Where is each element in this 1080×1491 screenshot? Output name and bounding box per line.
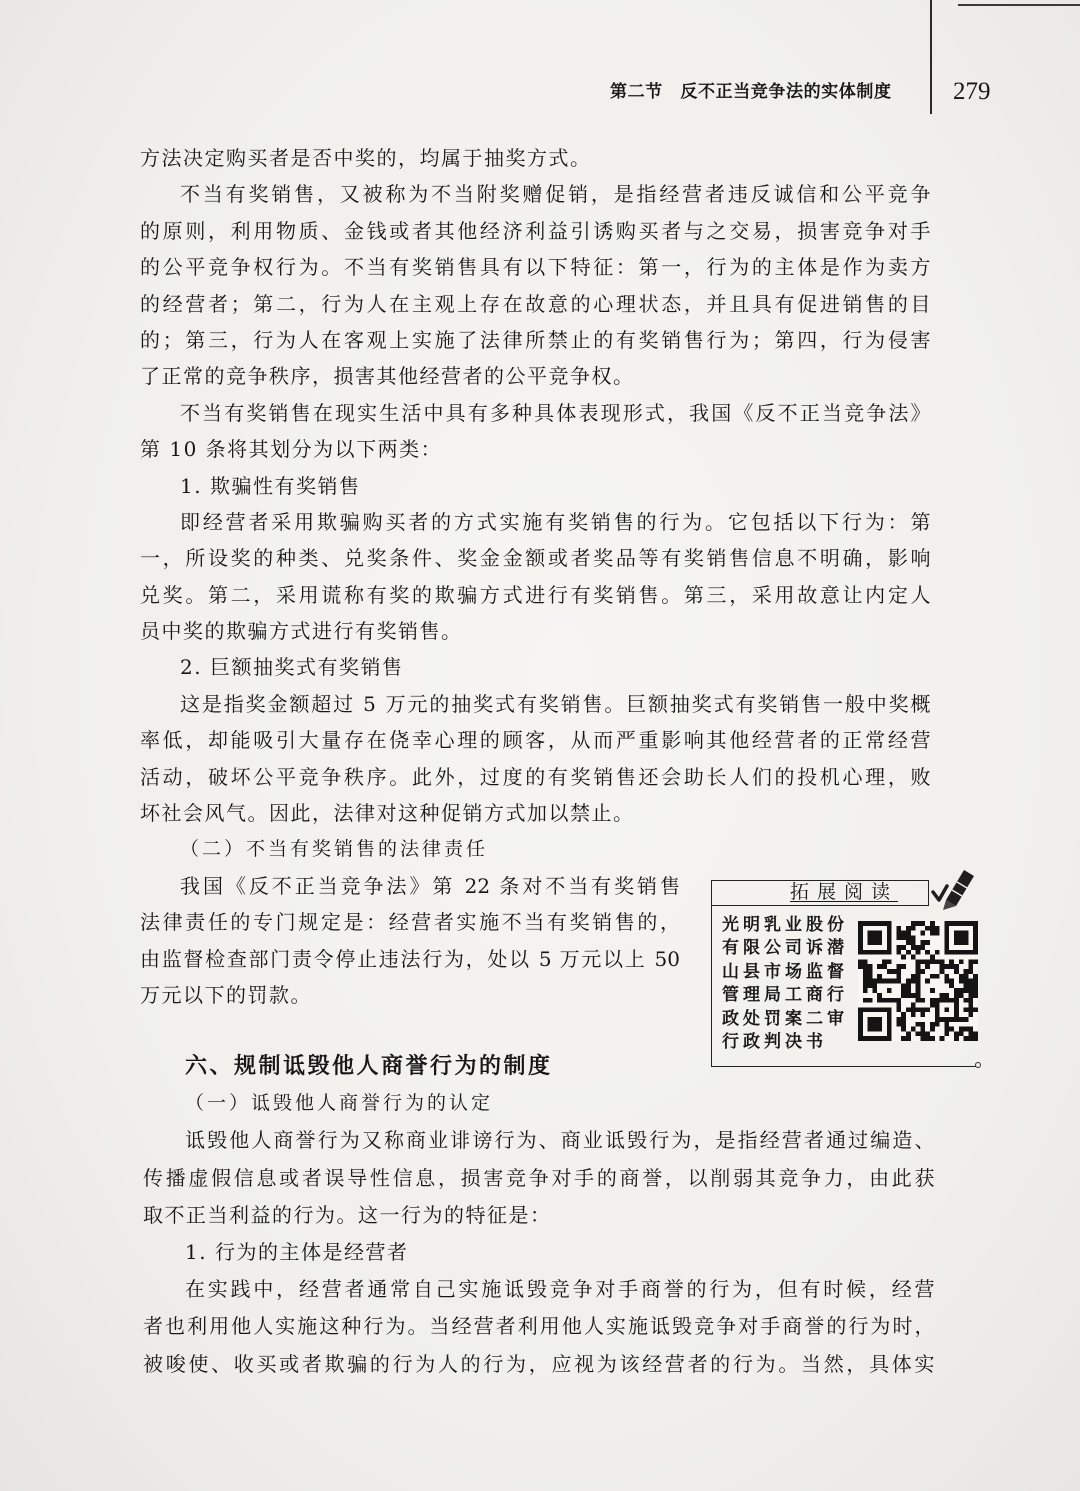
case-title-line: 行政判决书 (722, 1031, 827, 1052)
paragraph-item-2 (140, 686, 932, 832)
page-number: 279 (953, 78, 991, 105)
case-title-line: 山县市场监督 (722, 961, 848, 982)
item-2-title: 2. 巨额抽奖式有奖销售 (180, 655, 404, 680)
text-line: 坏社会风气。因此，法律对这种促销方式加以禁止。 (140, 801, 635, 826)
case-title-line: 光明乳业股份 (722, 915, 848, 935)
paragraph-definition (140, 176, 932, 394)
text-line: 兑奖。第二，采用谎称有奖的欺骗方式进行有奖销售。第三，采用故意让内定人 (140, 582, 932, 607)
text-line: 者也利用他人实施这种行为。当经营者利用他人实施诋毁竞争对手商誉的行为时， (143, 1314, 936, 1339)
text-line: 一，所设奖的种类、兑奖条件、奖金金额或者奖品等有奖销售信息不明确，影响 (140, 546, 932, 571)
qr-finder-bottom-left (858, 1007, 892, 1041)
text-line: 的；第三，行为人在客观上实施了法律所禁止的有奖销售行为；第四，行为侵害 (140, 327, 932, 352)
text-line: 即经营者采用欺骗购买者的方式实施有奖销售的行为。它包括以下行为：第 (180, 509, 932, 534)
text-line: 不当有奖销售在现实生活中具有多种具体表现形式，我国《反不正当竞争法》 (180, 400, 932, 425)
header-vertical-rule (930, 0, 932, 114)
text-line: 员中奖的欺骗方式进行有奖销售。 (140, 619, 463, 644)
text-line: 由监督检查部门责令停止违法行为，处以 5 万元以上 50 (140, 946, 680, 971)
qr-code-icon (858, 921, 978, 1041)
text-line: 不当有奖销售，又被称为不当附奖赠促销，是指经营者违反诚信和公平竞争 (180, 182, 932, 207)
case-title-line: 政处罚案二审 (722, 1008, 848, 1029)
running-header-section-title: 第二节 反不正当竞争法的实体制度 (610, 82, 892, 102)
section-6-item-1-title: 1. 行为的主体是经营者 (185, 1239, 409, 1264)
scan-edge-rule (958, 4, 1080, 6)
item-1-title: 1. 欺骗性有奖销售 (180, 473, 361, 498)
text-line: 方法决定购买者是否中奖的，均属于抽奖方式。 (140, 146, 592, 170)
text-line: 法律责任的专门规定是：经营者实施不当有奖销售的， (140, 910, 680, 935)
text-line: 活动，破坏公平竞争秩序。此外，过度的有奖销售还会助长人们的投机心理，败 (140, 764, 932, 789)
paragraph-section-6-item-1 (143, 1271, 936, 1383)
text-line: 在实践中，经营者通常自己实施诋毁竞争对手商誉的行为，但有时候，经营 (185, 1277, 936, 1302)
case-title-line: 有限公司诉潜 (722, 938, 848, 959)
section-6-subheading-1: （一）诋毁他人商誉行为的认定 (185, 1092, 494, 1115)
qr-alignment-pattern (935, 998, 959, 1022)
paragraph-defamation-definition (143, 1122, 936, 1234)
paragraph-forms-intro (140, 395, 932, 468)
text-line: 了正常的竞争秩序，损害其他经营者的公平竞争权。 (140, 364, 635, 389)
text-line: 传播虚假信息或者误导性信息，损害竞争对手的商誉，以削弱其竞争力，由此获 (143, 1165, 936, 1190)
text-line: 我国《反不正当竞争法》第 22 条对不当有奖销售 (180, 873, 680, 898)
qr-finder-top-right (944, 921, 978, 955)
text-line: 诋毁他人商誉行为又称商业诽谤行为、商业诋毁行为，是指经营者通过编造、 (185, 1128, 936, 1153)
text-line: 被唆使、收买或者欺骗的行为人的行为，应视为该经营者的行为。当然，具体实 (143, 1351, 936, 1376)
paragraph-item-1 (140, 504, 932, 650)
text-line: 的公平竞争权行为。不当有奖销售具有以下特征：第一，行为的主体是作为卖方 (140, 255, 932, 280)
text-line: 的原则，利用物质、金钱或者其他经济利益引诱购买者与之交易，损害竞争对手 (140, 218, 932, 243)
text-line: 万元以下的罚款。 (140, 982, 312, 1007)
qr-finder-top-left (858, 921, 892, 955)
extended-reading-case-title (722, 914, 852, 1054)
extended-reading-title: 拓展阅读 (790, 881, 899, 903)
text-line: 第 10 条将其划分为以下两类： (140, 437, 443, 462)
text-line: 的经营者；第二，行为人在主观上存在故意的心理状态，并且具有促进销售的目 (140, 291, 932, 316)
text-line: 这是指奖金额超过 5 万元的抽奖式有奖销售。巨额抽奖式有奖销售一般中奖概 (180, 691, 932, 716)
frame-end-dot (975, 1062, 981, 1068)
text-line: 率低，却能吸引大量存在侥幸心理的顾客，从而严重影响其他经营者的正常经营 (140, 728, 932, 753)
text-line: 取不正当利益的行为。这一行为的特征是： (143, 1202, 552, 1227)
case-title-line: 管理局工商行 (722, 985, 848, 1006)
section-6-heading: 六、规制诋毁他人商誉行为的制度 (185, 1054, 553, 1079)
subheading-liability: （二）不当有奖销售的法律责任 (180, 838, 489, 861)
extended-reading-title-box (711, 880, 929, 906)
main-text-lower (143, 1048, 936, 1383)
paragraph-lottery-tail (140, 140, 932, 176)
